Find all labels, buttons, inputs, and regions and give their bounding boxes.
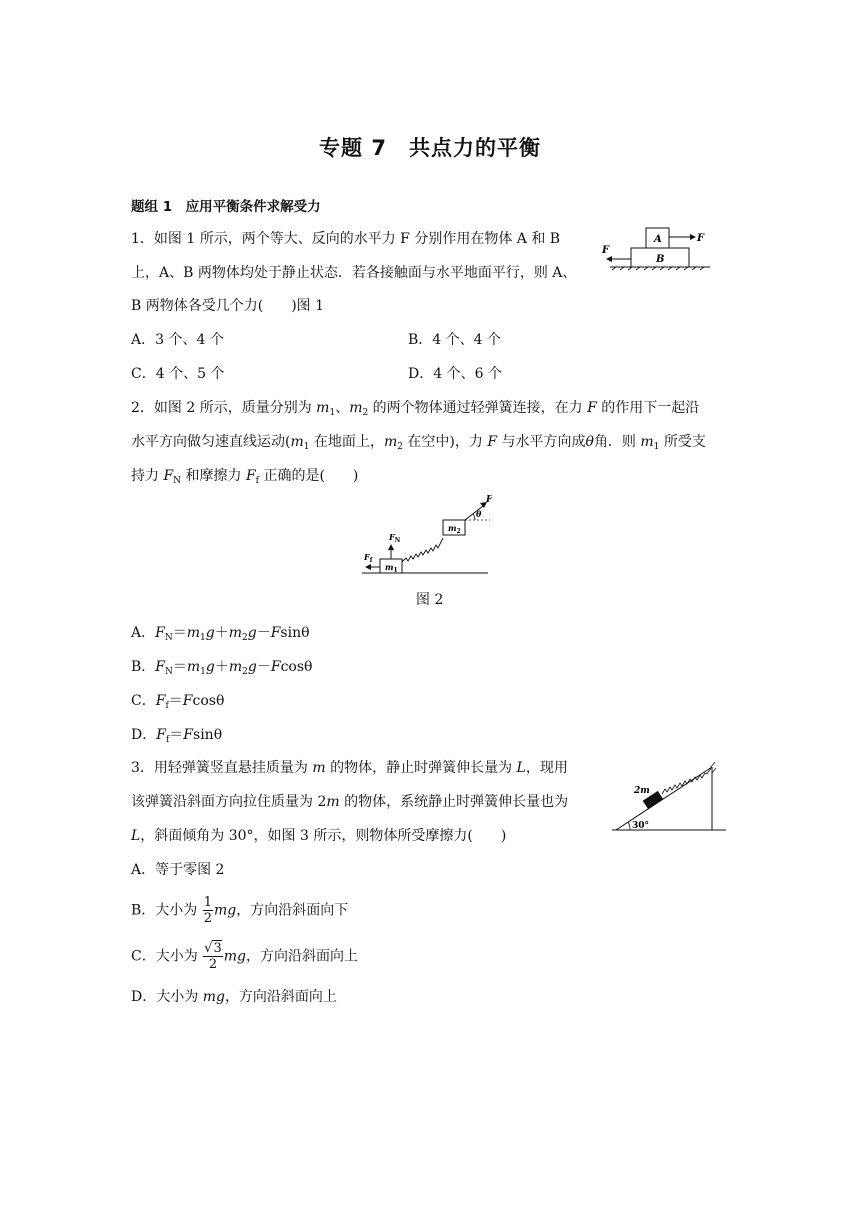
q2-label-angle: θ (476, 509, 482, 519)
q1-option-c: C．4 个、5 个 (131, 366, 225, 382)
q2-label-normal: $F_N$ (389, 532, 401, 544)
q3-option-a: A．等于零图 2 (131, 862, 225, 878)
q1-line-1: 1．如图 1 所示，两个等大、反向的水平力 F 分别作用在物体 A 和 B (131, 231, 561, 247)
q2-label-friction: $F_f$ (364, 552, 373, 564)
q1-label-force-right: F (697, 233, 705, 244)
q3-line-3: L，斜面倾角为 30°，如图 3 所示，则物体所受摩擦力( ) (131, 828, 507, 844)
q1-option-a: A．3 个、4 个 (131, 332, 224, 348)
fraction-one-half: $\frac{1}{2}$ (203, 895, 213, 926)
q1-figure (598, 222, 718, 274)
q1-line-3: B 两物体各受几个力( )图 1 (131, 298, 325, 314)
q3-figure (608, 760, 730, 834)
q3-label-mass: 2m (634, 786, 650, 796)
q3-label-angle: 30° (632, 821, 650, 831)
q2-figure (358, 492, 492, 578)
q1-label-a: A (654, 234, 662, 245)
q2-figure-caption: 图 2 (416, 592, 444, 608)
q1-option-b: B．4 个、4 个 (408, 332, 502, 348)
q3-option-d: D．大小为 mg，方向沿斜面向上 (131, 989, 337, 1005)
q2-line-1: 2．如图 2 所示，质量分别为 $m_1$、$m_2$ 的两个物体通过轻弹簧连接，在力 F 的作用下一起沿 (131, 400, 700, 418)
q3-line-1: 3．用轻弹簧竖直悬挂质量为 m 的物体，静止时弹簧伸长量为 L，现用 (131, 760, 568, 776)
q3-line-2: 该弹簧沿斜面方向拉住质量为 2m 的物体，系统静止时弹簧伸长量也为 (131, 794, 569, 810)
q2-option-b: B．$F_N=m_1g+m_2g-Fcos\theta$ (131, 659, 313, 677)
q2-line-3: 持力 $F_N$ 和摩擦力 $F_f$ 正确的是( ) (131, 468, 359, 486)
q2-line-2: 水平方向做匀速直线运动($m_1$ 在地面上，$m_2$ 在空中)，力 F 与水平方向成θ角．则 $m_1$ 所受支 (131, 434, 706, 452)
q2-label-force: F (486, 495, 492, 505)
q3-option-c: C．大小为 $\frac{√3}{2}$ mg，方向沿斜面向上 (131, 941, 358, 972)
q2-option-d: D．$F_f=Fsin\theta$ (131, 727, 223, 745)
section-heading: 题组 1 应用平衡条件求解受力 (131, 199, 321, 215)
q1-label-force-left: F (602, 245, 610, 256)
q2-label-m1: $m_1$ (385, 562, 398, 574)
fraction-sqrt3-half: $\frac{√3}{2}$ (204, 941, 222, 972)
q2-label-m2: $m_2$ (448, 523, 461, 535)
q1-line-2: 上，A、B 两物体均处于静止状态．若各接触面与水平地面平行，则 A、 (131, 265, 577, 281)
q2-option-a: A．$F_N=m_1g+m_2g-Fsin\theta$ (131, 625, 310, 643)
page-title: 专题 7 共点力的平衡 (319, 136, 541, 160)
q3-option-b: B．大小为 $\frac{1}{2}$ mg，方向沿斜面向下 (131, 895, 349, 926)
q1-option-d: D．4 个、6 个 (408, 366, 502, 382)
q1-label-b: B (656, 254, 665, 265)
q2-option-c: C．$F_f=Fcos\theta$ (131, 693, 225, 711)
